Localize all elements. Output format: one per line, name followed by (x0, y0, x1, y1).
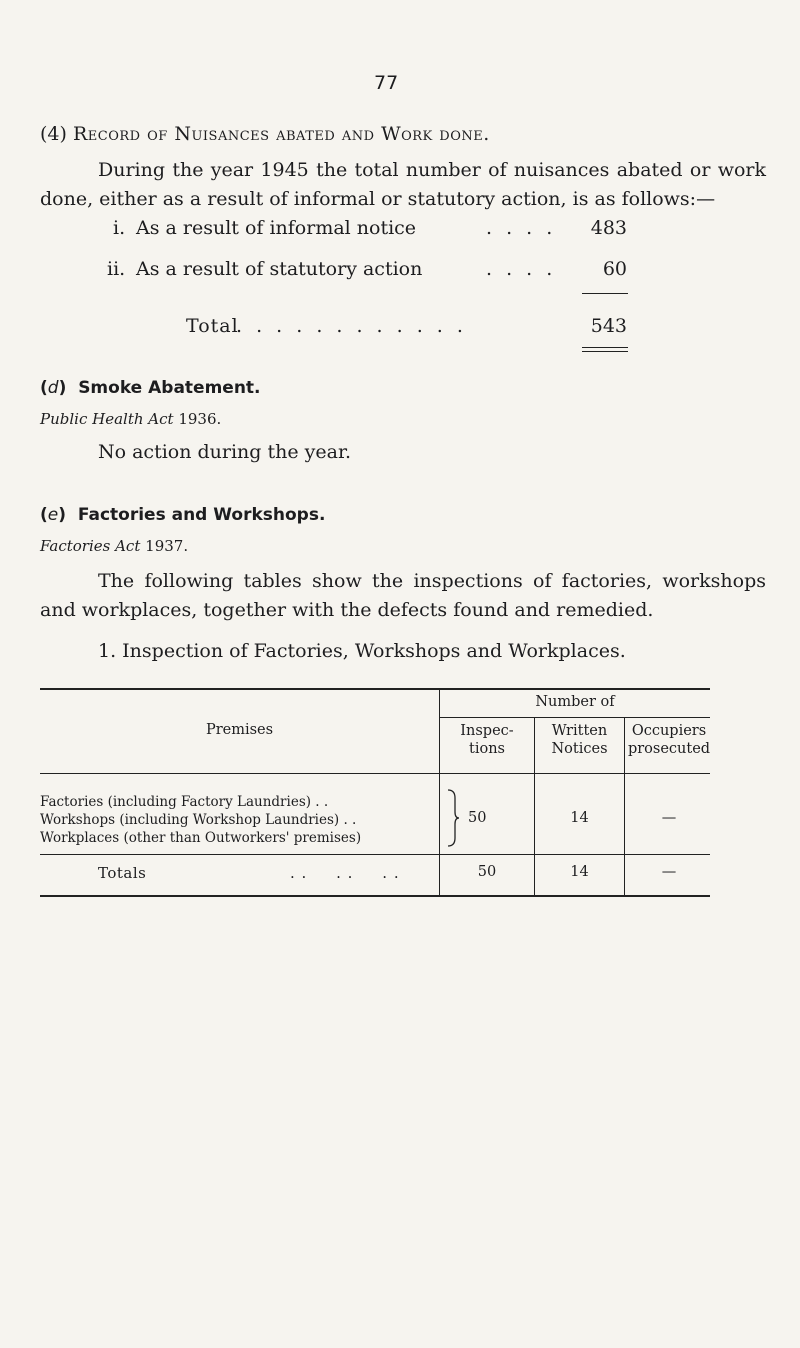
header-written-line-1: Written (551, 723, 608, 739)
section-d-act-year: 1936. (178, 410, 222, 428)
section-e-text: The following tables show the inspections of factories, workshops and workplaces, together with the defects found and remedied. (40, 570, 766, 621)
header-occupiers-line-2: prosecuted (627, 741, 711, 757)
table-totals-rule (40, 854, 710, 855)
totals-dots: . . . . . . (290, 864, 400, 882)
occupiers-value: — (661, 810, 677, 826)
item-2-text: As a result of statutory action (136, 258, 423, 280)
total-double-rule-top (582, 347, 628, 348)
totals-inspections: 50 (477, 864, 497, 880)
section-d-title: Smoke Abatement. (78, 378, 261, 398)
item-2-dots: . . . . (486, 258, 557, 280)
total-label: Total (186, 315, 239, 337)
header-inspections-line-1: Inspec- (460, 723, 514, 739)
table-top-rule (40, 688, 710, 690)
header-inspections-line-2: tions (469, 741, 505, 757)
header-premises: Premises (205, 722, 274, 738)
brace-icon (446, 788, 460, 848)
section-4-intro: During the year 1945 the total number of nuisances abated or work done, either as a result of informal or statutory action, is as follows:— (40, 159, 766, 210)
written-value: 14 (570, 810, 589, 826)
section-d-label: d (47, 378, 59, 398)
header-number-of: Number of (535, 694, 615, 710)
total-dots: . . . . . . . . . . . . (236, 315, 467, 337)
header-written-line-2: Notices (551, 741, 608, 757)
totals-written: 14 (570, 864, 589, 880)
page-number: 77 (374, 72, 399, 94)
totals-occupiers: — (661, 864, 677, 880)
item-2-value: 60 (602, 258, 627, 280)
totals-label: Totals (98, 864, 147, 882)
section-e-title: Factories and Workshops. (77, 505, 326, 525)
section-4-title: Record of Nuisances abated and Work done. (72, 123, 490, 145)
section-d-text: No action during the year. (98, 441, 351, 463)
premises-row-factories: Factories (including Factory Laundries) . . (40, 794, 329, 810)
section-e-label: e (47, 505, 59, 525)
header-occupiers-prosecuted (625, 722, 713, 758)
table-header-rule (40, 773, 710, 774)
item-2-num: ii. (107, 258, 126, 280)
header-written-notices (535, 722, 624, 758)
section-d-act-name: Public Health Act (40, 410, 174, 428)
premises-row-workplaces: Workplaces (other than Outworkers' premises) (40, 830, 362, 846)
item-1-value: 483 (590, 217, 627, 239)
item-1-num: i. (113, 217, 126, 239)
header-occupiers-line-1: Occupiers (631, 723, 707, 739)
table-1-title: 1. Inspection of Factories, Workshops and Workplaces. (98, 640, 626, 662)
header-inspections (440, 722, 534, 758)
section-d-act (40, 410, 221, 428)
section-e-heading: (e) Factories and Workshops. (40, 505, 326, 525)
item-1-dots: . . . . (486, 217, 557, 239)
number-of-rule (439, 717, 710, 718)
premises-rows (40, 793, 361, 847)
subtotal-rule (582, 293, 628, 294)
section-4-label: (4) (40, 123, 67, 145)
section-e-act (40, 537, 188, 555)
premises-row-workshops: Workshops (including Workshop Laundries) . . (40, 812, 357, 828)
section-e-act-name: Factories Act (40, 537, 141, 555)
total-double-rule-bottom (582, 351, 628, 352)
table-bottom-rule (40, 895, 710, 897)
item-1-text: As a result of informal notice (136, 217, 417, 239)
section-4-heading (40, 123, 490, 145)
total-value: 543 (590, 315, 627, 337)
section-d-heading: (d) Smoke Abatement. (40, 378, 261, 398)
inspections-value: 50 (468, 810, 487, 826)
section-e-act-year: 1937. (145, 537, 189, 555)
